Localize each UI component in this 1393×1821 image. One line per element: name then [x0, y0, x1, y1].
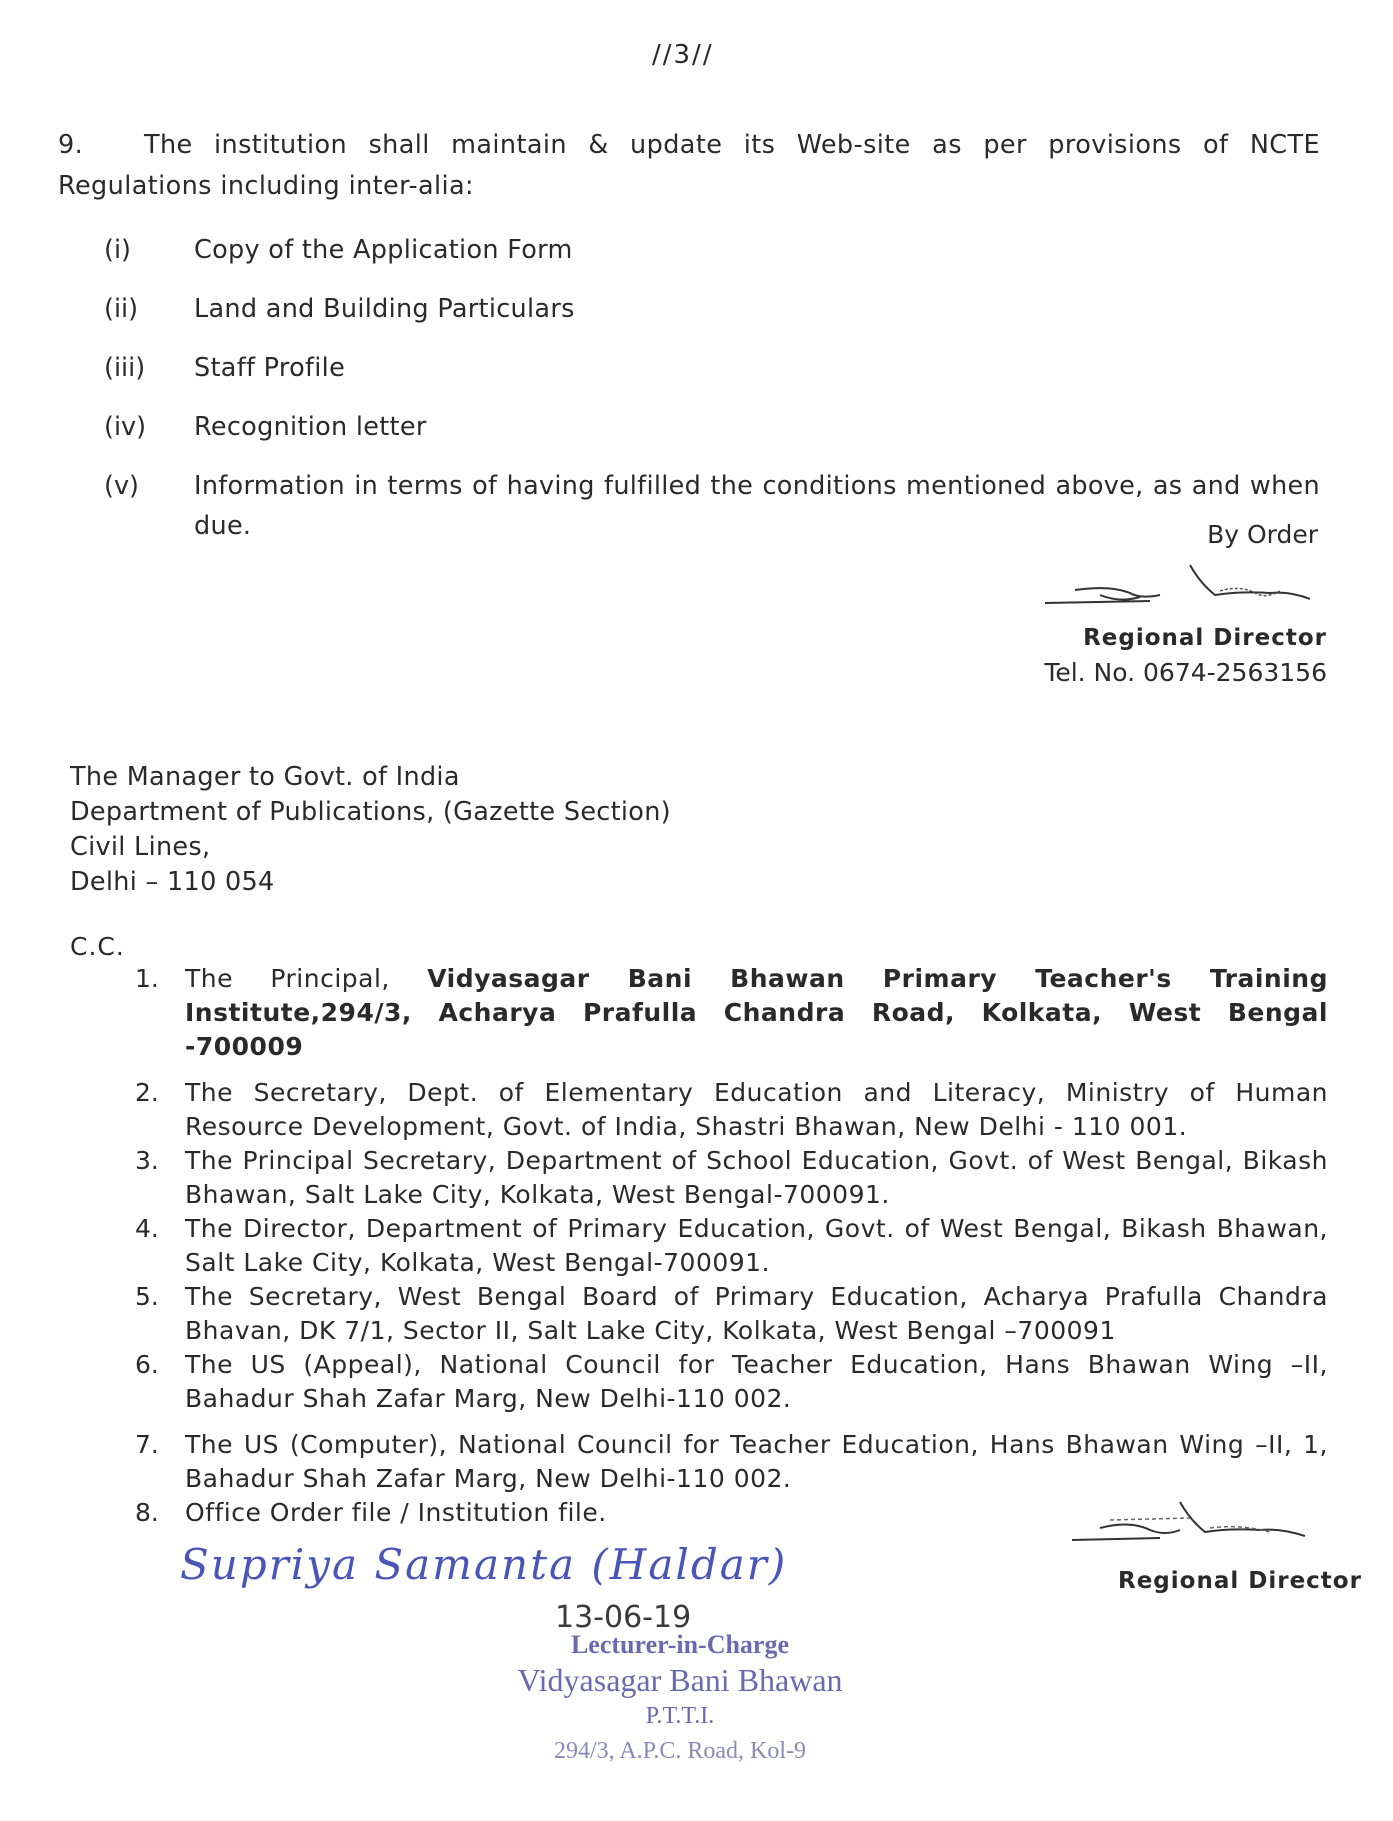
cc-number: 5.	[135, 1282, 159, 1311]
clause-9-list	[104, 230, 1320, 565]
list-text: Information in terms of having fulfilled the conditions mentioned above, as and when due.	[194, 471, 1320, 541]
cc-text: The US (Appeal), National Council for Teacher Education, Hans Bhawan Wing –II, Bahadur Shah Zafar Marg, New Delhi-110 002.	[185, 1350, 1328, 1413]
stamp-line: Vidyasagar Bani Bhawan	[517, 1662, 843, 1698]
telephone-number: Tel. No. 0674-2563156	[1044, 658, 1327, 687]
page-number: //3//	[652, 40, 714, 70]
stamp-line: P.T.T.I.	[645, 1703, 715, 1729]
clause-9-text	[58, 125, 1320, 207]
list-item	[104, 289, 1320, 329]
list-item	[104, 407, 1320, 447]
handwritten-name: Supriya Samanta (Haldar)	[180, 1540, 788, 1589]
list-roman: (v)	[104, 471, 139, 501]
cc-list	[135, 962, 1328, 1530]
clause-body: The institution shall maintain & update its Web-site as per provisions of NCTE Regulations including inter-alia:	[58, 130, 1320, 201]
by-order-label: By Order	[1207, 520, 1318, 549]
institution-stamp	[460, 1630, 900, 1765]
cc-number: 4.	[135, 1214, 159, 1243]
cc-item	[135, 1280, 1328, 1348]
list-item	[104, 466, 1320, 546]
address-line: Department of Publications, (Gazette Section)	[70, 797, 671, 827]
cc-label: C.C.	[70, 932, 125, 961]
address-line: Delhi – 110 054	[70, 867, 275, 897]
list-item	[104, 348, 1320, 388]
list-text: Staff Profile	[194, 353, 346, 383]
cc-text: The Director, Department of Primary Education, Govt. of West Bengal, Bikash Bhawan, Salt Lake City, Kolkata, West Bengal-700091.	[185, 1214, 1328, 1277]
address-line: Civil Lines,	[70, 832, 211, 862]
cc-item	[135, 1212, 1328, 1280]
stamp-line: Lecturer-in-Charge	[570, 1630, 790, 1659]
address-line: The Manager to Govt. of India	[70, 762, 460, 792]
recipient-address	[70, 760, 671, 900]
footer-regional-director: Regional Director	[1118, 1568, 1362, 1594]
cc-item	[135, 1144, 1328, 1212]
cc-number: 7.	[135, 1430, 159, 1459]
list-roman: (ii)	[104, 294, 139, 324]
cc-text: The Principal Secretary, Department of School Education, Govt. of West Bengal, Bikash Bhawan, Salt Lake City, Kolkata, West Bengal-700091.	[185, 1146, 1328, 1209]
stamp-line: 294/3, A.P.C. Road, Kol-9	[553, 1738, 807, 1764]
cc-text: The Secretary, Dept. of Elementary Education and Literacy, Ministry of Human Resource Development, Govt. of India, Shastri Bhawan, New Delhi - 110 001.	[185, 1078, 1328, 1141]
cc-item	[135, 1076, 1328, 1144]
cc-number: 2.	[135, 1078, 159, 1107]
list-text: Recognition letter	[194, 412, 427, 442]
cc-text: The US (Computer), National Council for Teacher Education, Hans Bhawan Wing –II, 1, Bahadur Shah Zafar Marg, New Delhi-110 002.	[185, 1430, 1328, 1493]
list-text: Copy of the Application Form	[194, 235, 573, 265]
cc-text: The Secretary, West Bengal Board of Primary Education, Acharya Prafulla Chandra Bhavan, DK 7/1, Sector II, Salt Lake City, Kolkata, West Bengal –700091	[185, 1282, 1328, 1345]
signature-image	[1040, 555, 1340, 625]
cc-bold-text: Vidyasagar Bani Bhawan Primary Teacher's Training Institute,294/3, Acharya Prafulla Chandra Road, Kolkata, West Bengal -700009	[185, 964, 1328, 1061]
cc-item	[135, 1348, 1328, 1416]
clause-number: 9.	[58, 130, 84, 160]
cc-number: 1.	[135, 964, 159, 993]
list-item	[104, 230, 1320, 270]
cc-number: 3.	[135, 1146, 159, 1175]
list-roman: (i)	[104, 235, 131, 265]
cc-text: Office Order file / Institution file.	[185, 1498, 607, 1527]
regional-director-title: Regional Director	[1083, 625, 1327, 651]
cc-number: 8.	[135, 1498, 159, 1527]
cc-number: 6.	[135, 1350, 159, 1379]
list-roman: (iii)	[104, 353, 146, 383]
list-roman: (iv)	[104, 412, 147, 442]
cc-text: The Principal,	[185, 964, 428, 993]
signature-image	[1070, 1480, 1370, 1560]
list-text: Land and Building Particulars	[194, 294, 575, 324]
handwritten-date: 13-06-19	[555, 1600, 692, 1635]
cc-item	[135, 962, 1328, 1064]
